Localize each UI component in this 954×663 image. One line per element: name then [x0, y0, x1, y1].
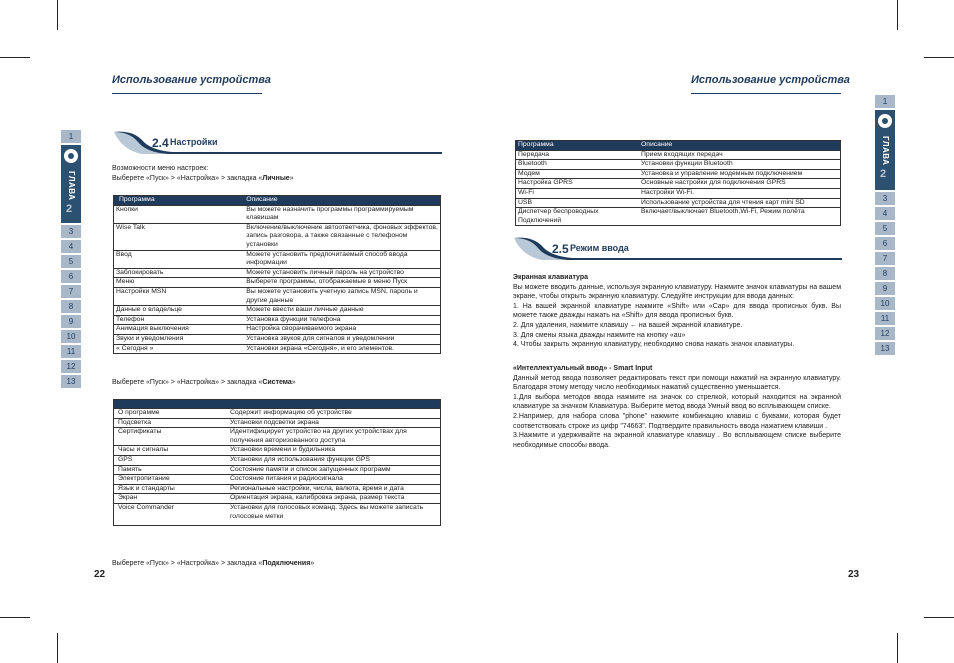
chapter-tab[interactable]: 10 — [875, 297, 895, 310]
table-cell: Можете ввести ваши личные данные — [244, 306, 440, 316]
brand-emblem-icon — [878, 114, 892, 128]
table-cell: Электропитание — [114, 475, 228, 485]
system-settings-table — [113, 399, 441, 526]
table-row — [114, 503, 441, 525]
page-header: Использование устройства — [112, 74, 271, 86]
table-row — [114, 428, 441, 446]
table-row — [114, 418, 441, 428]
table-cell: О программе — [114, 409, 228, 419]
table-cell: USB — [516, 198, 640, 208]
table-cell: Вы можете установить учетную запись MSN, пароль и другие данные — [244, 287, 440, 305]
connections-tab-line: Выберете «Пуск» > «Настройка» > закладка «Подключения» — [112, 560, 315, 567]
right-page — [477, 0, 954, 663]
table-cell: Меню — [114, 278, 245, 288]
table-row — [114, 494, 441, 504]
table-row — [114, 455, 441, 465]
screen-keyboard-block: Экранная клавиатура Вы можете вводить данные, используя экранную клавиатуру. Нажмите значок клавиатуры на вашем экране, чтобы открыть экранную клавиатуру. Следуйте инструкции для ввода данных: 1. На вашей экранной клавиатуре нажмите «Shift» или «Cap» для ввода прописных букв. Вы можете также дважды нажать на «Shift» для ввода прописных букв. 2. Для удаления, нажмите клавишу ← на вашей экранной клавиатуре. 3. Для смены языка дважды нажмите на кнопку «au» 4. Чтобы закрыть экранную клавиатуру, необходимо снова нажать значок клавиатуры. — [513, 274, 841, 349]
table-cell: Установки функции Bluetooth — [639, 160, 841, 170]
chapter-tab[interactable]: 13 — [61, 375, 81, 388]
chapter-tab[interactable]: 4 — [875, 207, 895, 220]
table-cell: Состояние памяти и список запущенных программ — [228, 465, 441, 475]
table-cell: Wi-Fi — [516, 188, 640, 198]
header-rule — [112, 93, 262, 94]
table-row — [114, 465, 441, 475]
table-row — [114, 250, 441, 268]
system-tab-line: Выберете «Пуск» > «Настройка» > закладка «Система» — [112, 379, 296, 386]
section-title: Настройки — [170, 137, 218, 147]
table-row — [114, 484, 441, 494]
table-cell: Вы можете назначить программы программируемым клавишам — [244, 205, 440, 223]
table-cell: Описание — [639, 141, 841, 151]
table-cell: Содержит информацию об устройстве — [228, 409, 441, 419]
table-row — [114, 334, 441, 344]
table-cell: Настройка GPRS — [516, 179, 640, 189]
current-chapter-tab — [875, 110, 895, 190]
table-row — [114, 325, 441, 335]
table-cell: Программа — [516, 141, 640, 151]
table-row — [516, 198, 841, 208]
smart-input-block: «Интеллектуальный ввод» - Smart Input Данный метод ввода позволяет редактировать текст при помощи нажатий на экранную клавиатуру. Благодаря этому методу число необходимых нажатий существенно уменьшается. 1.Для выбора методов ввода нажмите на значок со стрелкой, который находится на экранной клавиатуре за значком Клавиатура. Выберите метод ввода Умный ввод во всплывающем списке. 2.Например, для набора слова "phone" нажмите комбинацию клавиш с буквами, которая будет соответствовать строке из цифр "74663". Подтвердите правильность ввода нажатием клавиши . 3.Нажмите и удерживайте на экранной клавиатуре клавишу . Во всплывающем списке выберите необходимые способы ввода. — [513, 365, 841, 449]
page-header: Использование устройства — [691, 74, 850, 86]
subheading: «Интеллектуальный ввод» - Smart Input — [513, 365, 653, 372]
table-row — [114, 446, 441, 456]
table-cell: Анимация выключения — [114, 325, 245, 335]
table-cell: Данные о владельце — [114, 306, 245, 316]
table-row — [114, 475, 441, 485]
table-cell: Передача — [516, 150, 640, 160]
table-cell: Звуки и уведомления — [114, 334, 245, 344]
table-row — [114, 315, 441, 325]
table-cell: Настройка сворачиваемого экрана — [244, 325, 440, 335]
chapter-tab[interactable]: 8 — [61, 300, 81, 313]
chapter-number: 2 — [66, 203, 73, 215]
section-heading — [112, 130, 442, 154]
chapter-label: ГЛАВА — [881, 136, 890, 166]
table-cell: Установки для использования функции GPS — [228, 455, 441, 465]
table-cell — [114, 400, 228, 409]
chapter-tabs — [875, 95, 895, 357]
chapter-tab[interactable]: 7 — [875, 252, 895, 265]
table-cell: Выберете программы, отображаемые в меню Пуск — [244, 278, 440, 288]
section-title: Режим ввода — [570, 243, 629, 253]
table-cell — [228, 400, 441, 409]
table-cell: Настройки Wi-Fi. — [639, 188, 841, 198]
table-cell: Программа — [114, 196, 245, 206]
table-cell: Bluetooth — [516, 160, 640, 170]
page-number: 23 — [848, 569, 860, 580]
table-cell: Описание — [244, 196, 440, 206]
section-number: 2.5 — [552, 242, 569, 256]
table-cell: Включает/выключает Bluetooth,Wi-Fi, Режим полёта — [639, 208, 841, 226]
personal-settings-table — [113, 195, 441, 354]
table-cell: Установка функции телефона — [244, 315, 440, 325]
table-row — [114, 400, 441, 409]
chapter-tab[interactable]: 11 — [61, 345, 81, 358]
connections-table — [515, 140, 841, 226]
table-cell: Модем — [516, 169, 640, 179]
table-cell: Установки для голосовых команд. Здесь вы можете записать голосовые метки — [228, 503, 441, 525]
table-cell: Voice Commander — [114, 503, 228, 525]
table-cell: Ввод — [114, 250, 245, 268]
table-cell: Идентифицирует устройство на других устройствах для получения авторизованного доступа — [228, 428, 441, 446]
table-row — [114, 306, 441, 316]
table-cell: Установки подсветки экрана — [228, 418, 441, 428]
subheading: Экранная клавиатура — [513, 274, 589, 281]
table-cell: Часы и сигналы — [114, 446, 228, 456]
table-cell: Память — [114, 465, 228, 475]
table-cell: Установка звуков для сигналов и уведомлении — [244, 334, 440, 344]
chapter-label: ГЛАВА — [67, 171, 76, 201]
chapter-tab[interactable]: 12 — [61, 360, 81, 373]
chapter-tab[interactable]: 5 — [875, 222, 895, 235]
table-cell: Ориентация экрана, калибровка экрана, размер текста — [228, 494, 441, 504]
table-cell: Прием входящих передач — [639, 150, 841, 160]
chapter-tab[interactable]: 12 — [875, 327, 895, 340]
chapter-tab[interactable]: 5 — [61, 255, 81, 268]
table-cell: Телефон — [114, 315, 245, 325]
chapter-tab[interactable]: 7 — [61, 285, 81, 298]
table-row — [516, 169, 841, 179]
table-cell: Экран — [114, 494, 228, 504]
table-row — [516, 179, 841, 189]
table-row — [516, 160, 841, 170]
section-heading — [512, 236, 842, 260]
chapter-tab[interactable]: 11 — [875, 312, 895, 325]
table-cell: Подсветка — [114, 418, 228, 428]
table-cell: Заблокировать — [114, 268, 245, 278]
current-chapter-tab — [61, 145, 81, 223]
table-cell: Состояние питания и радиосигнала — [228, 475, 441, 485]
brand-emblem-icon — [64, 149, 78, 163]
table-cell: « Сегодня » — [114, 344, 245, 354]
table-cell: Основные настройки для подключения GPRS — [639, 179, 841, 189]
table-cell: Включение/выключение автоответчика, фоновых эффектов, запись разговора, а также связанные с телефоном установки — [244, 223, 440, 250]
table-cell: GPS — [114, 455, 228, 465]
table-row — [516, 141, 841, 151]
table-row — [114, 205, 441, 223]
chapter-tab[interactable]: 3 — [61, 225, 81, 238]
chapter-tab[interactable]: 1 — [875, 95, 895, 108]
chapter-tab[interactable]: 13 — [875, 342, 895, 355]
header-rule — [691, 93, 841, 94]
table-row — [114, 344, 441, 354]
chapter-tab[interactable]: 1 — [61, 130, 81, 143]
table-row — [516, 150, 841, 160]
table-cell: Установка и управление модемным подключением — [639, 169, 841, 179]
chapter-tab[interactable]: 9 — [61, 315, 81, 328]
chapter-tab[interactable]: 3 — [875, 192, 895, 205]
table-cell: Сертификаты — [114, 428, 228, 446]
chapter-tab[interactable]: 6 — [875, 237, 895, 250]
table-cell: Диспетчер беспроводных Подключений — [516, 208, 640, 226]
table-cell: Можете установить личный пароль на устройство — [244, 268, 440, 278]
table-row — [516, 208, 841, 226]
chapter-tab[interactable]: 9 — [875, 282, 895, 295]
intro-text: Возможности меню настроек: Выберете «Пуск» > «Настройка» > закладка «Личные» — [112, 165, 294, 182]
table-cell: Можете установить предпочитаемый способ ввода информации — [244, 250, 440, 268]
table-cell: Язык и стандарты — [114, 484, 228, 494]
chapter-tab[interactable]: 8 — [875, 267, 895, 280]
chapter-tab[interactable]: 4 — [61, 240, 81, 253]
table-row — [516, 188, 841, 198]
table-cell: Установки экрана «Сегодня», и его элементов. — [244, 344, 440, 354]
section-number: 2.4 — [152, 136, 169, 150]
page-number: 22 — [94, 569, 106, 580]
chapter-tabs — [61, 130, 81, 390]
table-cell: Региональные настройки, числа, валюта, время и дата — [228, 484, 441, 494]
table-row — [114, 409, 441, 419]
table-cell: Кнопки — [114, 205, 245, 223]
table-row — [114, 268, 441, 278]
chapter-tab[interactable]: 10 — [61, 330, 81, 343]
table-row — [114, 196, 441, 206]
table-row — [114, 287, 441, 305]
chapter-tab[interactable]: 6 — [61, 270, 81, 283]
table-row — [114, 223, 441, 250]
table-cell: Настройки MSN — [114, 287, 245, 305]
table-cell: Установки времени и будильника — [228, 446, 441, 456]
table-row — [114, 278, 441, 288]
table-cell: Использование устройства для чтения карт mini SD — [639, 198, 841, 208]
table-cell: Wise Talk — [114, 223, 245, 250]
chapter-number: 2 — [880, 168, 887, 180]
